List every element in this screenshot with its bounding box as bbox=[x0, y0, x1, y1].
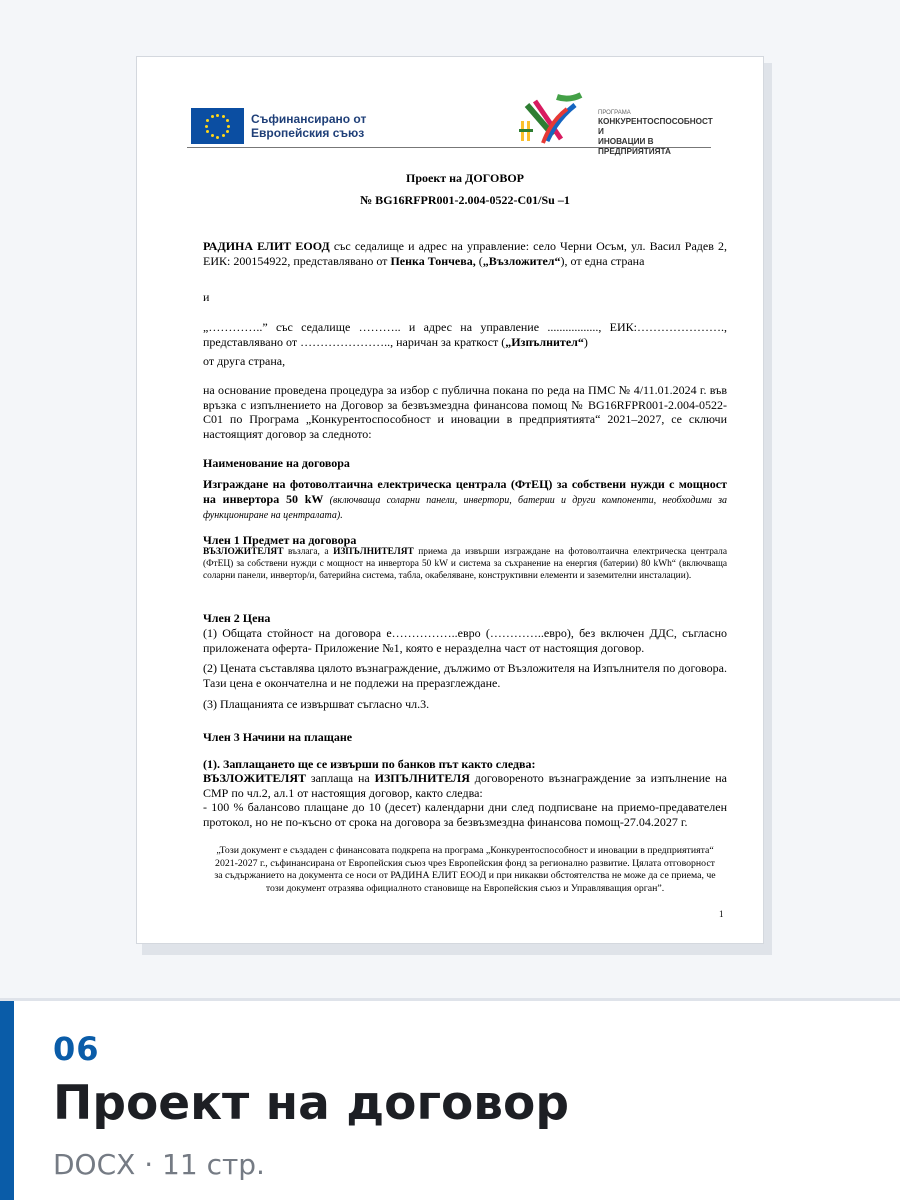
eu-star-icon bbox=[205, 125, 208, 128]
party-one-paragraph bbox=[203, 239, 727, 268]
party-one-role: „Възложител“ bbox=[482, 253, 561, 268]
program-logo-icon bbox=[517, 91, 589, 149]
eu-star-icon bbox=[226, 130, 229, 133]
article-3-sub: (1). Заплащането ще се извърши по банков път както следва: bbox=[203, 757, 536, 771]
eu-star-icon bbox=[226, 119, 229, 122]
eu-star-icon bbox=[211, 134, 214, 137]
funding-disclaimer: „Този документ е създаден с финансовата подкрепа на програма „Конкурентоспособност и иновации в предприятията“ 2021-2027 г., съфинансирана от Европейския съюз чрез Европейския фонд за регионално развитие. Цялата отговорност за съдържанието на документа се носи от РАДИНА ЕЛИТ ЕООД и при никакви обстоятелства не може да се приема, че този документ отразява официалното становище на Европейския съюз и Управляващия орган”. bbox=[214, 845, 716, 894]
page-number: 1 bbox=[719, 909, 724, 919]
card-meta: DOCX · 11 стр. bbox=[53, 1148, 265, 1181]
party-two-paragraph bbox=[203, 320, 727, 349]
party-one-representative: Пенка Тончева, bbox=[390, 253, 476, 268]
contract-name: Изграждане на фотоволтаична електрическа централа (ФтЕЦ) за собствени нужди с мощност на инвертора 50 kW bbox=[203, 477, 727, 506]
document-number: № BG16RFPR001-2.004-0522-C01/Su –1 bbox=[360, 193, 570, 207]
other-side-text: от друга страна, bbox=[203, 354, 286, 368]
article-1-heading: Член 1 Предмет на договора bbox=[203, 533, 357, 547]
eu-star-icon bbox=[206, 119, 209, 122]
party-two-text: ) bbox=[583, 334, 588, 349]
logo-header bbox=[187, 103, 713, 156]
card-accent-bar bbox=[0, 1001, 14, 1200]
eu-star-icon bbox=[222, 115, 225, 118]
party-one-text: ), от една страна bbox=[560, 253, 645, 268]
article-1-text: възлага, а bbox=[283, 547, 334, 557]
contract-name-note: (включваща соларни панели, инвертори, батерии и други компоненти, необходими за функциониране на централата). bbox=[203, 494, 727, 521]
eu-star-icon bbox=[216, 136, 219, 139]
eu-cofinanced-label: Съфинансирано от Европейския съюз bbox=[251, 112, 367, 140]
article-3-p1 bbox=[203, 771, 727, 800]
article-3-p2: - 100 % балансово плащане до 10 (десет) календарни дни след подписване на приемо-предавателен протокол, но не по-късно от срока на договора за безвъзмездна финансова помощ-27.04.2027 г. bbox=[203, 800, 727, 829]
party-two-text: „…………..” със седалище ……….. и адрес на управление ................., ЕИК:…………………., представлявано от ………………….., наричан за краткост ( bbox=[203, 320, 727, 349]
assignor-label: ВЪЗЛОЖИТЕЛЯТ bbox=[203, 771, 306, 785]
eu-star-icon bbox=[216, 114, 219, 117]
article-1-text: приема да извърши изграждане на фотоволтаична електрическа централа (ФтЕЦ) за собствени нужди с мощност на инвертора 50 kW и система за съхранение на енергия (батерии) 80 kWh“ (включваща соларни панели, инвертор/и, батерийна система, табла, окабеляване, конструктивни елементи и заземителни инсталации). bbox=[203, 547, 727, 581]
article-2-p1: (1) Общата стойност на договора е……………..евро (…………..евро), без включен ДДС, съгласно приложената оферта- Приложение №1, която е неразделна част от настоящия договор. bbox=[203, 626, 727, 655]
article-2-heading: Член 2 Цена bbox=[203, 611, 271, 625]
article-2-p3: (3) Плащанията се извършват съгласно чл.3. bbox=[203, 697, 430, 711]
article-1-body bbox=[203, 546, 727, 582]
eu-star-icon bbox=[227, 125, 230, 128]
article-3-text: договореното възнаграждение за изпълнение на СМР по чл.2, ал.1 от настоящия договор, както следва: bbox=[203, 771, 727, 800]
naming-paragraph bbox=[203, 477, 727, 522]
party-one-name: РАДИНА ЕЛИТ ЕООД bbox=[203, 239, 330, 253]
article-3-heading: Член 3 Начини на плащане bbox=[203, 730, 353, 744]
contractor-label: ИЗПЪЛНИТЕЛЯТ bbox=[333, 547, 414, 557]
program-name-label: ПРОГРАМА КОНКУРЕНТОСПОСОБНОСТ И ИНОВАЦИИ В ПРЕДПРИЯТИЯТА bbox=[598, 110, 713, 156]
eu-star-icon bbox=[206, 130, 209, 133]
assignor-label: ВЪЗЛОЖИТЕЛЯТ bbox=[203, 547, 284, 557]
document-preview-page[interactable] bbox=[136, 56, 764, 944]
naming-heading: Наименование на договора bbox=[203, 456, 350, 470]
party-one-text: със седалище и адрес на управление: село Черни Осъм, ул. Васил Радев 2, ЕИК: 200154922, представлявано от bbox=[203, 239, 727, 268]
eu-star-icon bbox=[211, 115, 214, 118]
party-one-text: ( bbox=[475, 253, 483, 268]
document-title: Проект на ДОГОВОР bbox=[406, 171, 524, 185]
eu-flag-icon bbox=[191, 108, 244, 144]
eu-star-icon bbox=[222, 134, 225, 137]
card-title[interactable]: Проект на договор bbox=[53, 1076, 569, 1131]
card-index: 06 bbox=[53, 1030, 100, 1068]
contractor-label: ИЗПЪЛНИТЕЛЯ bbox=[374, 771, 470, 785]
article-2-p2: (2) Цената съставлява цялото възнаграждение, дължимо от Възложителя на Изпълнителя по договора. Тази цена е окончателна и не подлежи на преразглеждане. bbox=[203, 661, 727, 690]
article-3-text: заплаща на bbox=[306, 771, 375, 785]
and-connector: и bbox=[203, 290, 210, 304]
party-two-role: „Изпълнител“ bbox=[505, 334, 584, 349]
basis-paragraph: на основание проведена процедура за избор с публична покана по реда на ПМС № 4/11.01.2024 г. във връзка с изпълнението на Договор за безвъзмездна финансова помощ № BG16RFPR001-2.004-0522-C01 по Програма „Конкурентоспособност и иновации в предприятията“ 2021–2027, се сключи настоящият договор за следното: bbox=[203, 383, 727, 441]
